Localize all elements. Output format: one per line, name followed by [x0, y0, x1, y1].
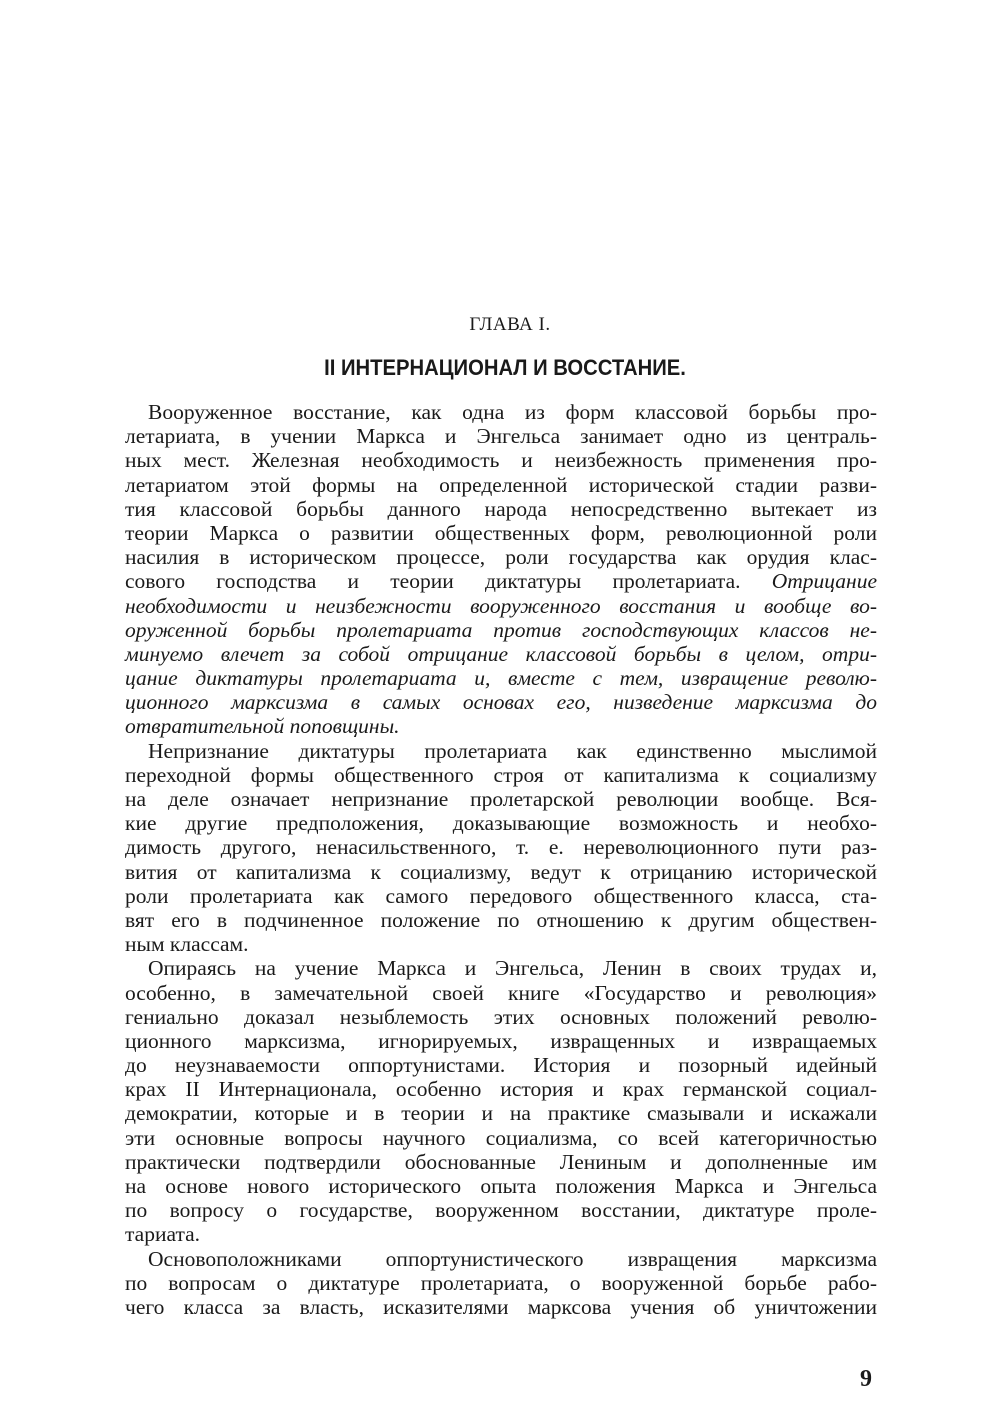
text-line: [125, 497, 877, 521]
text: кие другие предположения, доказывающие возможность и необхо-: [125, 811, 877, 836]
page-number: 9: [860, 1366, 872, 1392]
text: до неузнаваемости оппортунистами. История и позорный идейный: [125, 1053, 877, 1078]
text-line: [125, 1247, 877, 1271]
text-line: [125, 932, 877, 956]
text: крах II Интернационала, особенно история и крах германской социал-: [125, 1077, 877, 1102]
text-line: [125, 714, 877, 738]
text: на основе нового исторического опыта положения Маркса и Энгельса: [125, 1174, 877, 1198]
text: ных мест. Железная необходимость и неизбежность применения про-: [125, 448, 877, 473]
text-line: [125, 569, 877, 593]
italic-text: цание диктатуры пролетариата и, вместе с тем, извращение револю-: [125, 666, 877, 691]
paragraph: [125, 400, 877, 739]
text: летариатом этой формы на определенной исторической стадии разви-: [125, 472, 877, 497]
text-line: [125, 1101, 877, 1125]
text-line: [125, 981, 877, 1005]
text-line: [125, 521, 877, 545]
text: ционного марксизма, игнорируемых, извращенных и извращаемых: [125, 1028, 877, 1053]
text: гениально доказал незыблемость этих основных положений револю-: [125, 1004, 877, 1029]
text-line: [125, 1029, 877, 1053]
text-line: [125, 884, 877, 908]
text-line: [125, 1174, 877, 1198]
text: чего класса за власть, исказителями марксова учения об уничтожении: [125, 1294, 877, 1319]
text-line: [125, 1295, 877, 1319]
text-line: [125, 1222, 877, 1246]
text: Непризнание диктатуры пролетариата как единственно мыслимой: [148, 738, 877, 763]
text: летариата, в учении Маркса и Энгельса занимает одно из централь-: [125, 424, 877, 449]
text: роли пролетариата как самого передового общественного класса, ста-: [125, 883, 877, 908]
text-line: [125, 787, 877, 811]
text-line: [125, 618, 877, 642]
text-line: [125, 400, 877, 424]
text-line: [125, 1271, 877, 1295]
text-line: [125, 666, 877, 690]
text-line: [125, 811, 877, 835]
text-line: [125, 835, 877, 859]
text: по вопросам о диктатуре пролетариата, о вооруженной борьбе рабо-: [125, 1270, 877, 1295]
text-line: [125, 448, 877, 472]
text-line: [125, 594, 877, 618]
text-line: [125, 1198, 877, 1222]
text-line: [125, 424, 877, 448]
text: вития от капитализма к социализму, ведут к отрицанию исторической: [125, 859, 877, 884]
text-line: [125, 908, 877, 932]
italic-text: оруженной борьбы пролетариата против господствующих классов не-: [125, 617, 877, 642]
italic-text: ционного марксизма в самых основах его, низведение марксизма до: [125, 690, 877, 715]
text: Основоположниками оппортунистического извращения марксизма: [148, 1246, 877, 1271]
text: Опираясь на учение Маркса и Энгельса, Ленин в своих трудах и,: [148, 956, 877, 981]
text: тия классовой борьбы данного народа непосредственно вытекает из: [125, 496, 877, 521]
chapter-title: II ИНТЕРНАЦИОНАЛ И ВОССТАНИЕ.: [324, 355, 686, 380]
text-line: [125, 1150, 877, 1174]
text-line: [125, 1005, 877, 1029]
text: эти основные вопросы научного социализма, со всей категоричностью: [125, 1125, 877, 1150]
text: Вооруженное восстание, как одна из форм классовой борьбы про-: [148, 400, 877, 424]
text: насилия в историческом процессе, роли государства как орудия клас-: [125, 545, 877, 570]
text: димость другого, ненасильственного, т. е. нереволюционного пути раз-: [125, 835, 877, 860]
text-line: [125, 739, 877, 763]
paragraph: [125, 956, 877, 1246]
italic-text: минуемо влечет за собой отрицание классовой борьбы в целом, отри-: [125, 641, 877, 666]
italic-text: отвратительной поповщины.: [125, 714, 400, 739]
text-line: [125, 1077, 877, 1101]
text-line: [125, 690, 877, 714]
body-text: [125, 400, 877, 1319]
text-line: [125, 860, 877, 884]
italic-text: Отрицание: [771, 569, 877, 594]
text: практически подтвердили обоснованные Лениным и дополненные им: [125, 1149, 877, 1174]
text-line: [125, 956, 877, 980]
text: особенно, в замечательной своей книге «Государство и революция»: [125, 980, 877, 1005]
text-line: [125, 473, 877, 497]
text: переходной формы общественного строя от капитализма к социализму: [125, 762, 877, 787]
text-line: [125, 1053, 877, 1077]
text-line: [125, 1126, 877, 1150]
text-line: [125, 763, 877, 787]
text: по вопросу о государстве, вооруженном восстании, диктатуре проле-: [125, 1198, 877, 1223]
text: демократии, которые и в теории и на практике смазывали и искажали: [125, 1101, 877, 1126]
text: теории Маркса о развитии общественных форм, революционной роли: [125, 520, 877, 545]
text: тариата.: [125, 1222, 201, 1247]
text: ным классам.: [125, 932, 249, 957]
paragraph: [125, 739, 877, 957]
italic-text: необходимости и неизбежности вооруженного восстания и вообще во-: [125, 593, 877, 618]
text-line: [125, 642, 877, 666]
text: на деле означает непризнание пролетарской революции вообще. Вся-: [125, 787, 877, 811]
text: вят его в подчиненное положение по отношению к другим обществен-: [125, 907, 877, 932]
text-line: [125, 545, 877, 569]
text: сового господства и теории диктатуры пролетариата.: [125, 569, 772, 594]
paragraph: [125, 1247, 877, 1320]
chapter-label: ГЛАВА I.: [469, 314, 551, 335]
